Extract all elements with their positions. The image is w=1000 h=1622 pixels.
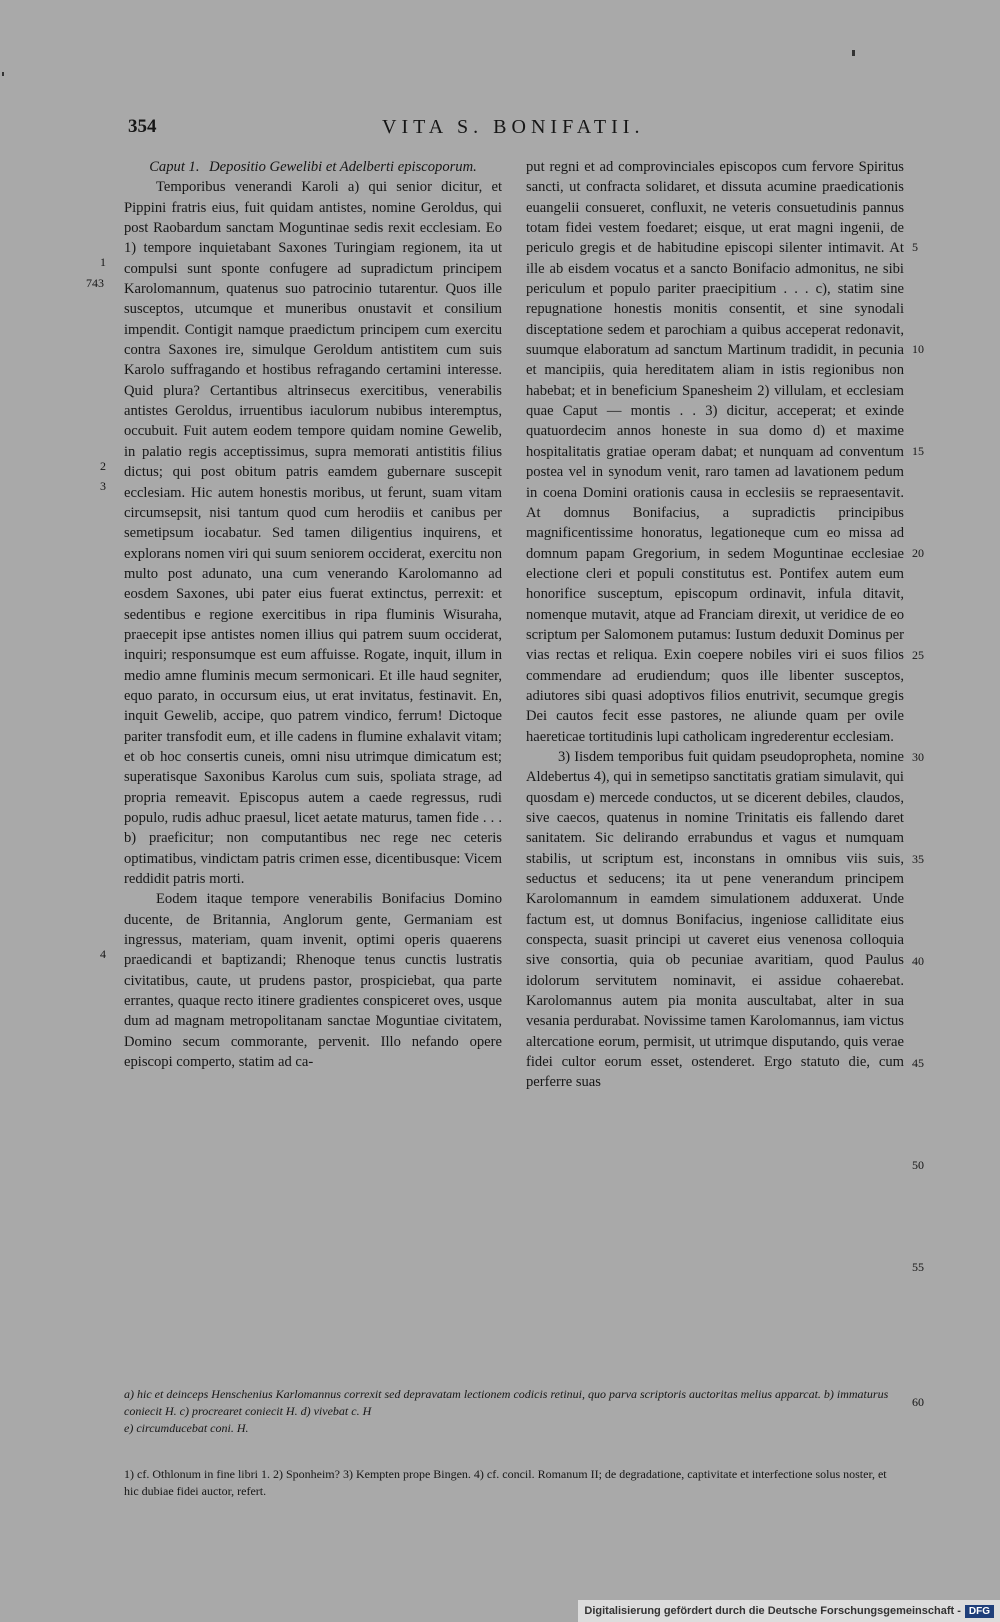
chapter-heading: [124, 157, 502, 177]
paragraph: Eodem itaque tempore venerabilis Bonifacius Domino ducente, de Britannia, Anglorum gente, Germaniam est ingressus, materiam, quam invenit, optimi operis quaerens praedicandi et baptizandi; Rhenoque tenus cunctis lustratis civitatibus, caute, ut prudens pastor, prospiciebat, qua parte errantes, quaque recto itinere gradientes conspiceret oves, usque dum ad magnam metropolitanam sanctae Moguntiae civitatem, Domino secum commorante, pervenit. Illo nefando opere episcopi comperto, statim ad ca-: [124, 891, 502, 1071]
line-number: 25: [912, 648, 924, 662]
margin-year: 743: [86, 276, 104, 290]
scan-speck: [852, 50, 855, 56]
line-number: 15: [912, 444, 924, 458]
line-number: 5: [912, 240, 918, 254]
paragraph: Temporibus venerandi Karoli a) qui senior dicitur, et Pippini fratris eius, fuit quidam antistes, nomine Geroldus, qui post Raobardum sanctam Moguntinae sedis rexit ecclesiam. Eo 1) tempore inquietabant Saxones Turingiam regionem, ita ut compulsi sunt sponte confugere ad supradictum principem Karolomannum, quatenus suo patrocinio tutarentur. Quos ille susceptos, utcumque et muneribus onustavit et consilium impendit. Contigit namque praedictum principem cum exercitu contra Saxones ire, simulque Geroldum antistitem cum suis Karolo suffragando et hostibus refragando certamini interesse. Quid plura? Certantibus altrinsecus exercitibus, venerabilis antistes Geroldus, irruentibus iaculorum nubibus interemptus, occubuit. Fuit autem eodem tempore quidam nomine Gewelib, in palatio regis acceptissimus, supra memorati antistitis filius dictus; qui post obitum patris eamdem gubernare suscepit ecclesiam. Hic autem honestis moribus, ut ferunt, suam vitam circumsepsit, nisi tantum quod cum herodiis et canibus per semetipsum iocabatur. Sed tamen diligentius inquirens, et explorans nomen viri qui suum seniorem occiderat, exercitu non multo post adunato, una cum venerando Karolomanno ad eosdem Saxones, ubi pater eius fuerat extinctus, perrexit: et sedentibus e regione exercitibus in ripa fluminis Wisuraha, praecepit ipse antistes nomen illius qui patrem suum occiderat, inquiri; responsumque est eum affuisse. Rogate, inquit, illum in medio amne fluminis mecum sermonicari. Et ille haud segniter, equo parato, in occursum eius, ut erat invitatus, festinavit. En, inquit Gewelib, accipe, quo patrem vindico, ferrum! Dictoque pariter transfodit eum, et ille cadens in flumine exhalavit vitam; et ob hoc consertis cuneis, omni nisu utrimque dimicatum est; superatisque Saxonibus Karolus cum suis, spoliata strage, ad propria remeavit. Episcopus autem a caede regressus, rudi populo, rudis adhuc praesul, licet aetate maturus, tamen fide . . . b) praeficitur; non computantibus nec rege nec ceteris optimatibus, vindictam patris crimen esse, dicentibusque: Vicem reddidit patris morti.: [124, 179, 502, 888]
line-number: 50: [912, 1158, 924, 1172]
running-title: VITA S. BONIFATII.: [382, 116, 645, 138]
margin-marker: 2: [100, 459, 106, 473]
line-number: 20: [912, 546, 924, 560]
page-number: 354: [128, 116, 157, 137]
line-number: 30: [912, 750, 924, 764]
source-notes: [124, 1466, 904, 1500]
digitization-credit: [578, 1600, 1000, 1622]
footnote: a) hic et deinceps Henschenius Karlomannus correxit sed depravatam lectionem codicis retinui, quo parva scriptoris auctoritas melius apparcat. b) immaturus coniecit H. c) procrearet coniecit H. d) vivebat c. H: [124, 1387, 889, 1418]
dfg-logo: DFG: [965, 1605, 994, 1618]
chapter-title: Depositio Gewelibi et Adelberti episcoporum.: [209, 159, 477, 175]
margin-marker: 4: [100, 947, 106, 961]
scan-speck: [2, 72, 4, 76]
line-number: 40: [912, 954, 924, 968]
paragraph: put regni et ad comprovinciales episcopos cum fervore Spiritus sancti, ut confracta solidaret, et dissuta acumine praedicationis euangelii consueret, confluxit, ne veteris consuetudinis pannus totam fidei vestem foedaret; eisque, ut erat magni ingenii, de periculo gregis et de habitudine episcopi silenter intimavit. At ille ab eisdem vocatus et a sancto Bonifacio admonitus, ne sibi periculum et populo pariter praecipitium . . . c), statim sine repugnatione honestis monitis consentit, et sine synodali disceptatione sedem et parochiam a quibus acceperat redonavit, suumque elaboratum ad sanctum Martinum tradidit, in pecunia et mancipiis, quia hereditatem aliam in istis regionibus non habebat; et in beneficium Spanesheim 2) villulam, et ecclesiam quae Caput — montis . . 3) dicitur, acceperat; et exinde quatuordecim annos honeste in sua domo d) et maxime hospitalitatis gratiae operam dabat; et nunquam ad conventum postea vel in synodum venit, raro tamen ad lavationem pedum in coena Domini orationis causa in ecclesiis se repraesentavit. At domnus Bonifacius, a supradictis principibus magnificentissime honoratus, legationeque cum eo missa ad domnum papam Gregorium, in sedem Moguntinae ecclesiae electione cleri et populi constitutus est. Pontifex autem eum honorifice susceptum, episcopum ordinavit, infula ditavit, nomenque mutavit, atque ad Franciam direxit, ut veridice de eo scriptum per Salomonem putamus: Iustum deduxit Dominus per vias rectas et reliqua. Exin coepere nobiles viri ei suos filios commendare ad erudiendum; quos ille libenter susceptos, adiutores sibi quasi adoptivos filios enutrivit, secumque gregis Dei cautos fecit esse pastores, ne aliunde quam per ovile haereticae tortitudinis lupi catholicam ingrederentur ecclesiam.: [526, 159, 904, 745]
line-number: 55: [912, 1260, 924, 1274]
credit-text: Digitalisierung gefördert durch die Deutsche Forschungsgemeinschaft -: [584, 1605, 961, 1617]
footnote: e) circumducebat coni. H.: [124, 1421, 249, 1435]
paragraph: 3) Iisdem temporibus fuit quidam pseudopropheta, nomine Aldebertus 4), qui in semetipso sanctitatis gratiam simulavit, qui quosdam e) mercede conductos, ut se dicerent debiles, claudos, sive caecos, quatenus in nomine Trinitatis eis fallendo daret sanitatem. Sic delirando errabundus et vagus et numquam stabilis, ut scriptum est, inconstans in omnibus viis suis, seductus et seducens; ita ut pene venerandum principem Karolomannum in eamdem simulationem adduxerat. Unde factum est, ut domnus Bonifacius, ingeniose calliditate eius conspecta, suasit principi ut caveret eius venenosa colloquia sive consortia, quia ob pecuniae avaritiam, quod Paulus idolorum servitutem nominavit, ei assidue cohaerebat. Karolomannus autem pia monita auscultabat, alter in sua vesania perdurabat. Novissime tamen Karolomannus, iam victus altercatione eorum, permisit, ut utrimque disputando, quis verae fidei cultor eorum esset, ostenderet. Ergo statuto die, cum perferre suas: [526, 748, 904, 1091]
footnote: 1) cf. Othlonum in fine libri 1. 2) Sponheim? 3) Kempten prope Bingen. 4) cf. concil. Romanum II; de degradatione, captivitate et interfectione solus noster, et hic dubiae fidei auctor, refert.: [124, 1467, 887, 1498]
right-column: [526, 157, 904, 1093]
margin-marker: 1: [100, 255, 106, 269]
line-number: 10: [912, 342, 924, 356]
textual-apparatus: [124, 1386, 904, 1437]
line-number: 45: [912, 1056, 924, 1070]
left-column: [124, 157, 502, 1072]
line-number: 35: [912, 852, 924, 866]
chapter-number: Caput 1.: [149, 159, 200, 175]
line-number: 60: [912, 1395, 924, 1409]
margin-marker: 3: [100, 479, 106, 493]
